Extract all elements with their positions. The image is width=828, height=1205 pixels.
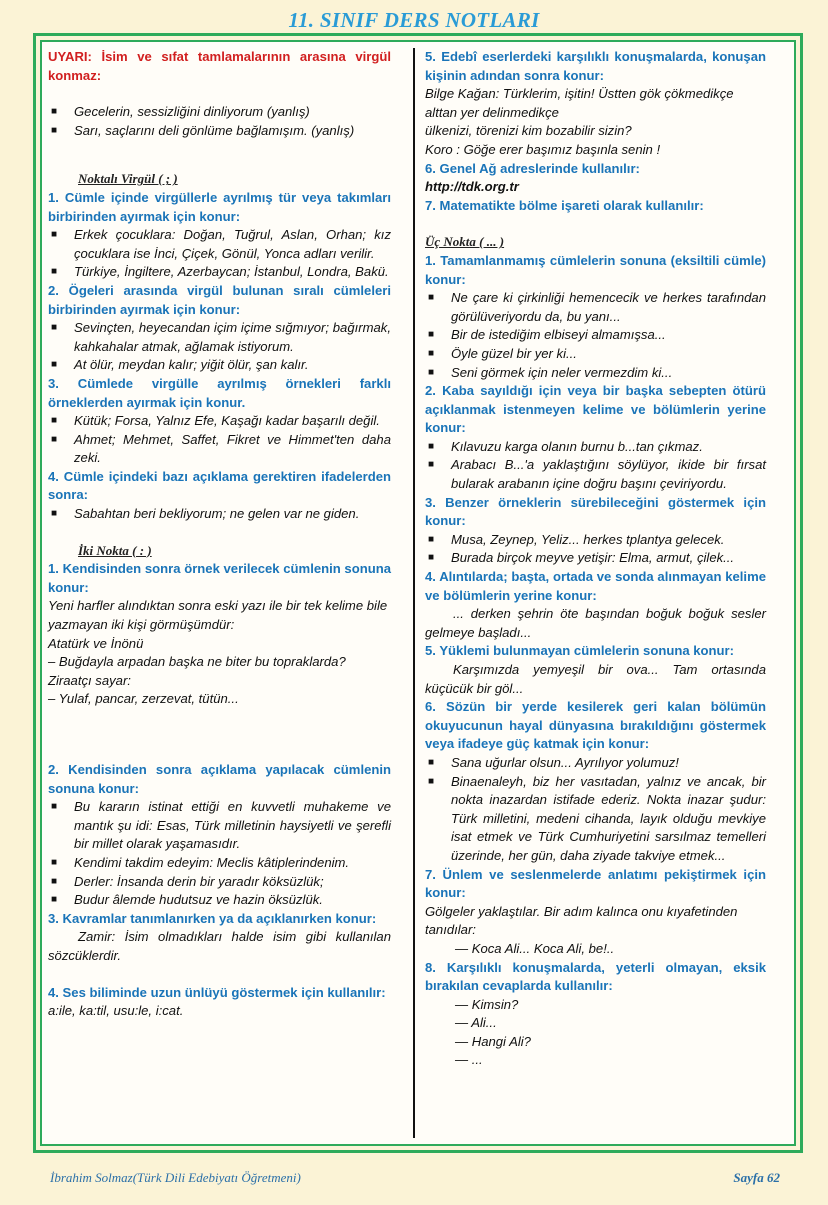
- example-line: – Buğdayla arpadan başka ne biter bu topraklarda?: [48, 654, 346, 670]
- rule-heading: 1. Cümle içinde virgüllerle ayrılmış tür veya takımları birbirinden ayırmak için konur:: [48, 189, 391, 224]
- list-item: ■ Öyle güzel bir yer ki...: [428, 345, 577, 361]
- warning-heading: UYARI: İsim ve sıfat tamlamalarının arasına virgül konmaz:: [48, 49, 391, 83]
- column-divider: [413, 48, 415, 1138]
- rule-heading: 2. Ögeleri arasında virgül bulunan sıralı cümleleri birbirinden ayırmak için konur:: [48, 282, 391, 317]
- rule-heading: 6. Sözün bir yerde kesilerek geri kalan bölümün okuyucunun hayal dünyasına bırakıldığını göstermek veya ifadeye güç katmak için konur:: [425, 699, 766, 752]
- section-title-noktali-virgul: Noktalı Virgül ( ; ): [78, 171, 178, 187]
- left-column: [48, 48, 391, 1021]
- rule-heading: 1. Tamamlanmamış cümlelerin sonuna (eksiltili cümle) konur:: [425, 252, 766, 287]
- list-item: ■ Arabacı B...'a yaklaştığını söylüyor, ikide bir fırsat bularak arabanın içine doğru başını çeviriyordu.: [428, 457, 766, 492]
- list-item: ■ Binaenaleyh, biz her vasıtadan, yalnız ve ancak, bir nokta inazardan istifade ederiz. Nokta inazar şudur: Türk milletini, medeni cihanda, layık olduğu mevkiye isat etmek ve Türk Cumhuriyetini sarsılmaz temelleri üzerinde, her gün, daha ziyade takviye etmek...: [428, 773, 766, 863]
- list-item: ■ Sevinçten, heyecandan içim içime sığmıyor; bağırmak, kahkahalar atmak, ağlamak istiyorum.: [51, 320, 391, 354]
- rule-heading: 3. Benzer örneklerin sürebileceğini göstermek için konur:: [425, 494, 766, 529]
- example-line: Yeni harfler alındıktan sonra eski yazı ile bir tek kelime bile yazmayan iki kişi görmüşümdür:: [48, 598, 388, 633]
- list-item: ■ Bir de istediğim elbiseyi almamışsa...: [428, 327, 666, 343]
- rule-heading: 1. Kendisinden sonra örnek verilecek cümlenin sonuna konur:: [48, 561, 391, 595]
- warning-list: [48, 103, 391, 140]
- list-item: ■ Kütük; Forsa, Yalnız Efe, Kaşağı kadar başarılı değil.: [51, 413, 380, 429]
- example-line: a:ile, ka:til, usu:le, i:cat.: [48, 1003, 184, 1019]
- url-text: http://tdk.org.tr: [425, 179, 519, 195]
- example-line: — Koca Ali... Koca Ali, be!..: [455, 940, 615, 956]
- list-item: ■ Erkek çocuklara: Doğan, Tuğrul, Aslan, Orhan; kız çocuklara ise İnci, Çiçek, Gönül, Yonca adları verilir.: [51, 227, 391, 261]
- example-line: ülkenizi, törenizi kim bozabilir sizin?: [425, 123, 632, 139]
- list-item: ■ Budur âlemde hudutsuz ve hazin öksüzlük.: [51, 892, 323, 908]
- dialogue-line: — Hangi Ali?: [455, 1033, 531, 1049]
- section-title-uc-nokta: Üç Nokta ( ... ): [425, 234, 505, 250]
- rule-heading: 7. Ünlem ve seslenmelerde anlatımı pekiştirmek için konur:: [425, 866, 766, 901]
- footer-page-number: Sayfa 62: [733, 1170, 780, 1185]
- list-item: ■ Sabahtan beri bekliyorum; ne gelen var ne giden.: [51, 506, 360, 522]
- list-item: ■ Seni görmek için neler vermezdim ki...: [428, 364, 673, 380]
- rule-heading: 2. Kaba sayıldığı için veya bir başka sebepten ötürü açıklanmak istenmeyen kelime ve bölümlerin yerine konur:: [425, 383, 766, 436]
- rule-heading: 8. Karşılıklı konuşmalarda, yeterli olmayan, eksik bırakılan cevaplarda kullanılır:: [425, 959, 766, 994]
- dialogue-line: — Ali...: [455, 1015, 497, 1031]
- list-item: ■ Bu kararın istinat ettiği en kuvvetli muhakeme ve mantık şu idi: Esas, Türk milletinin haysiyetli ve şerefli bir millet olarak yaşamasıdır.: [51, 799, 391, 852]
- footer-author: İbrahim Solmaz(Türk Dili Edebiyatı Öğretmeni): [50, 1170, 301, 1185]
- section-title-iki-nokta: İki Nokta ( : ): [78, 542, 152, 558]
- example-line: Karşımızda yemyeşil bir ova... Tam ortasında küçücük bir göl...: [425, 662, 766, 696]
- list-item: ■ Burada birçok meyve yetişir: Elma, armut, çilek...: [428, 550, 735, 566]
- rule-heading: 6. Genel Ağ adreslerinde kullanılır:: [425, 160, 640, 176]
- list-item: ■ Ne çare ki çirkinliği hemencecik ve herkes tarafından görülüveriyordu da, bu yanı...: [428, 290, 766, 324]
- example-line: – Yulaf, pancar, zerzevat, tütün...: [48, 691, 239, 707]
- list-item: ■ Kılavuzu karga olanın burnu b...tan çıkmaz.: [428, 438, 703, 454]
- rule-heading: 5. Yüklemi bulunmayan cümlelerin sonuna konur:: [425, 643, 734, 659]
- list-item: ■ At ölür, meydan kalır; yiğit ölür, şan kalır.: [51, 357, 309, 373]
- rule-heading: 7. Matematikte bölme işareti olarak kullanılır:: [425, 197, 704, 213]
- list-item: ■ Sana uğurlar olsun... Ayrılıyor yolumuz!: [428, 754, 679, 770]
- list-item: ■ Ahmet; Mehmet, Saffet, Fikret ve Himmet'ten daha zeki.: [51, 431, 391, 466]
- list-item: ■ Kendimi takdim edeyim: Meclis kâtiplerindenim.: [51, 854, 350, 870]
- rule-heading: 3. Kavramlar tanımlanırken ya da açıklanırken konur:: [48, 910, 377, 926]
- rule-heading: 2. Kendisinden sonra açıklama yapılacak cümlenin sonuna konur:: [48, 762, 391, 796]
- example-line: Koro : Göğe erer başımız başınla senin !: [425, 141, 661, 157]
- example-line: Zamir: İsim olmadıkları halde isim gibi kullanılan sözcüklerdir.: [48, 929, 391, 963]
- list-item: ■ Türkiye, İngiltere, Azerbaycan; İstanbul, Londra, Bakü.: [51, 264, 389, 280]
- example-line: Ziraatçı sayar:: [48, 672, 131, 688]
- rule-heading: 4. Cümle içindeki bazı açıklama gerektiren ifadelerden sonra:: [48, 468, 391, 503]
- example-line: ... derken şehrin öte başından boğuk boğuk sesler gelmeye başladı...: [425, 606, 766, 640]
- rule-heading: 4. Ses biliminde uzun ünlüyü göstermek için kullanılır:: [48, 984, 386, 1000]
- example-line: Atatürk ve İnönü: [48, 635, 144, 651]
- list-item: ■ Derler: İnsanda derin bir yaradır köksüzlük;: [51, 873, 324, 889]
- dialogue-line: — ...: [455, 1052, 483, 1068]
- list-item: ■ Gecelerin, sessizliğini dinliyorum (yanlış): [51, 104, 310, 120]
- example-line: Gölgeler yaklaştılar. Bir adım kalınca onu kıyafetinden tanıdılar:: [425, 903, 738, 938]
- dialogue-line: — Kimsin?: [455, 996, 519, 1012]
- example-line: Bilge Kağan: Türklerim, işitin! Üstten gök çökmedikçe alttan yer delinmedikçe: [425, 86, 734, 120]
- list-item: ■ Musa, Zeynep, Yeliz... herkes tplantya gelecek.: [428, 531, 725, 547]
- list-item: ■ Sarı, saçlarını deli gönlüme bağlamışım. (yanlış): [51, 122, 355, 138]
- rule-heading: 4. Alıntılarda; başta, ortada ve sonda alınmayan kelime ve bölümlerin yerine konur:: [425, 569, 766, 603]
- page-title: 11. SINIF DERS NOTLARI: [288, 8, 540, 32]
- rule-heading: 3. Cümlede virgülle ayrılmış örnekleri farklı örneklerden ayırmak için konur.: [48, 375, 391, 410]
- rule-heading: 5. Edebî eserlerdeki karşılıklı konuşmalarda, konuşan kişinin adından sonra konur:: [425, 49, 766, 83]
- right-column: [425, 48, 766, 1070]
